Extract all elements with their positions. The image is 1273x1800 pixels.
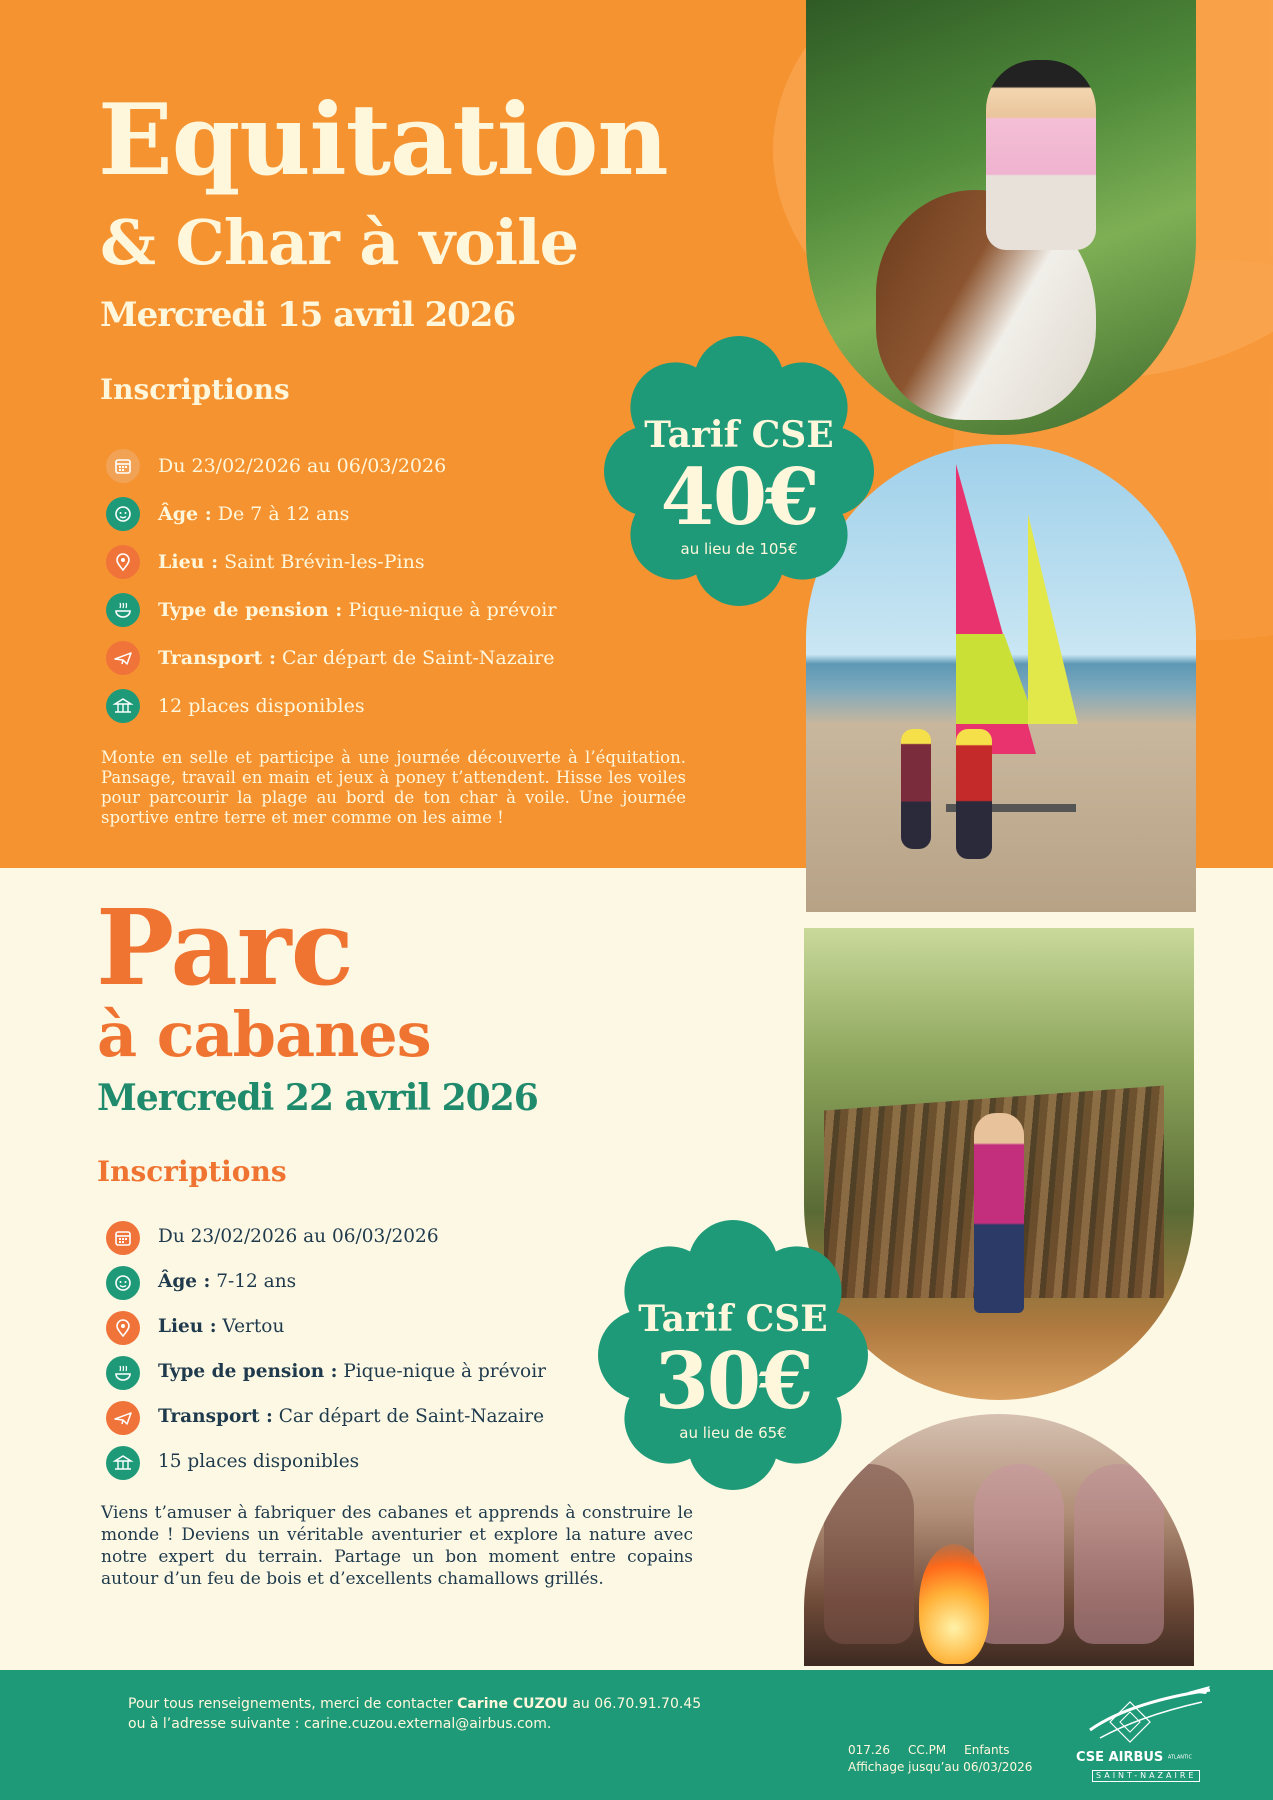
airplane-logo-icon — [1070, 1682, 1220, 1752]
badge-price: 30€ — [654, 1336, 812, 1427]
info-row-places — [106, 1440, 666, 1485]
info-value: De 7 à 12 ans — [211, 502, 350, 525]
info-row-place — [106, 538, 666, 586]
carousel-icon — [106, 1446, 140, 1480]
child-face-icon — [106, 497, 140, 531]
contact-phone: au 06.70.91.70.45 — [567, 1696, 702, 1712]
info-row-dates — [106, 1215, 666, 1260]
info-label: Âge : — [158, 502, 212, 525]
info-row-transport — [106, 1395, 666, 1440]
logo-text: CSE AIRBUS ATLANTIC — [1076, 1750, 1192, 1765]
location-pin-icon — [106, 545, 140, 579]
section1-description: Monte en selle et participe à une journée découverte à l’équitation. Pansage, travail en main et jeux à poney t’attendent. Hisse les voiles pour parcourir la plage au bord de ton char à voile. Une journée sportive entre terre et mer comme on les aime ! — [101, 748, 686, 827]
section2-info-list — [106, 1215, 666, 1485]
fire-shape — [919, 1544, 989, 1664]
category-label: Enfants — [964, 1743, 1010, 1757]
info-value: Car départ de Saint-Nazaire — [275, 646, 555, 669]
display-until: Affichage jusqu’au 06/03/2026 — [848, 1760, 1033, 1774]
info-row-dates — [106, 442, 666, 490]
info-value: Pique-nique à prévoir — [342, 598, 557, 621]
info-label: Type de pension : — [158, 598, 343, 621]
footer-meta — [848, 1742, 1050, 1776]
info-row-transport — [106, 634, 666, 682]
info-value: Du 23/02/2026 au 06/03/2026 — [158, 1226, 439, 1248]
info-value: Du 23/02/2026 au 06/03/2026 — [158, 454, 447, 477]
carousel-icon — [106, 689, 140, 723]
section2-subtitle: à cabanes — [97, 998, 431, 1071]
rider-shape — [986, 60, 1096, 250]
section2-description: Viens t’amuser à fabriquer des cabanes et apprends à construire le monde ! Deviens un véritable aventurier et explore la nature avec notre expert du terrain. Partage un bon moment entre copains autour d’un feu de bois et d’excellents chamallows grillés. — [101, 1503, 693, 1589]
child-shape — [1074, 1464, 1164, 1644]
badge-price: 40€ — [660, 452, 818, 543]
info-label: Transport : — [158, 1406, 273, 1428]
info-row-age — [106, 1260, 666, 1305]
plane-icon — [106, 1401, 140, 1435]
info-label: Âge : — [158, 1271, 211, 1293]
info-row-meal — [106, 586, 666, 634]
plane-icon — [106, 641, 140, 675]
cse-airbus-logo — [1070, 1682, 1220, 1792]
child-face-icon — [106, 1266, 140, 1300]
section1-date: Mercredi 15 avril 2026 — [100, 295, 516, 335]
section1-subtitle: & Char à voile — [100, 206, 579, 279]
info-value: Pique-nique à prévoir — [337, 1361, 546, 1383]
info-value: Car départ de Saint-Nazaire — [272, 1406, 545, 1428]
info-value: 7-12 ans — [210, 1271, 297, 1293]
child-shape — [956, 729, 992, 859]
price-badge-equitation — [604, 336, 874, 606]
logo-subtext: SAINT-NAZAIRE — [1092, 1770, 1200, 1782]
badge-label: Tarif CSE — [644, 414, 834, 456]
author-code: CC.PM — [908, 1743, 947, 1757]
info-row-meal — [106, 1350, 666, 1395]
section1-info-list — [106, 442, 666, 730]
info-value: 15 places disponibles — [158, 1451, 360, 1473]
section2-date: Mercredi 22 avril 2026 — [97, 1077, 538, 1119]
badge-label: Tarif CSE — [638, 1298, 828, 1340]
section1-title: Equitation — [98, 83, 668, 198]
footer — [0, 1670, 1273, 1800]
child-shape — [901, 729, 931, 849]
section2-title: Parc — [96, 886, 353, 1009]
price-badge-cabanes — [598, 1220, 868, 1490]
info-label: Lieu : — [158, 1316, 217, 1338]
info-row-places — [106, 682, 666, 730]
section1-inscriptions-heading: Inscriptions — [100, 373, 290, 406]
info-label: Lieu : — [158, 550, 219, 573]
section2-inscriptions-heading: Inscriptions — [97, 1155, 287, 1188]
info-value: Saint Brévin-les-Pins — [218, 550, 425, 573]
meal-icon — [106, 593, 140, 627]
badge-original-price: au lieu de 65€ — [679, 1424, 787, 1442]
location-pin-icon — [106, 1311, 140, 1345]
footer-text: Pour tous renseignements, merci de contacter — [128, 1696, 458, 1712]
sail-shape — [1028, 514, 1078, 724]
info-value: Vertou — [216, 1316, 285, 1338]
info-label: Transport : — [158, 646, 276, 669]
child-shape — [824, 1464, 914, 1644]
reference-code: 017.26 — [848, 1743, 890, 1757]
info-row-place — [106, 1305, 666, 1350]
contact-name: Carine CUZOU — [457, 1696, 568, 1712]
badge-original-price: au lieu de 105€ — [680, 540, 798, 558]
child-shape — [974, 1113, 1024, 1313]
info-value: 12 places disponibles — [158, 694, 365, 717]
footer-contact — [128, 1694, 701, 1734]
contact-email-line: ou à l’adresse suivante : carine.cuzou.external@airbus.com. — [128, 1716, 552, 1732]
meal-icon — [106, 1356, 140, 1390]
calendar-icon — [106, 449, 140, 483]
info-row-age — [106, 490, 666, 538]
info-label: Type de pension : — [158, 1361, 338, 1383]
calendar-icon — [106, 1221, 140, 1255]
